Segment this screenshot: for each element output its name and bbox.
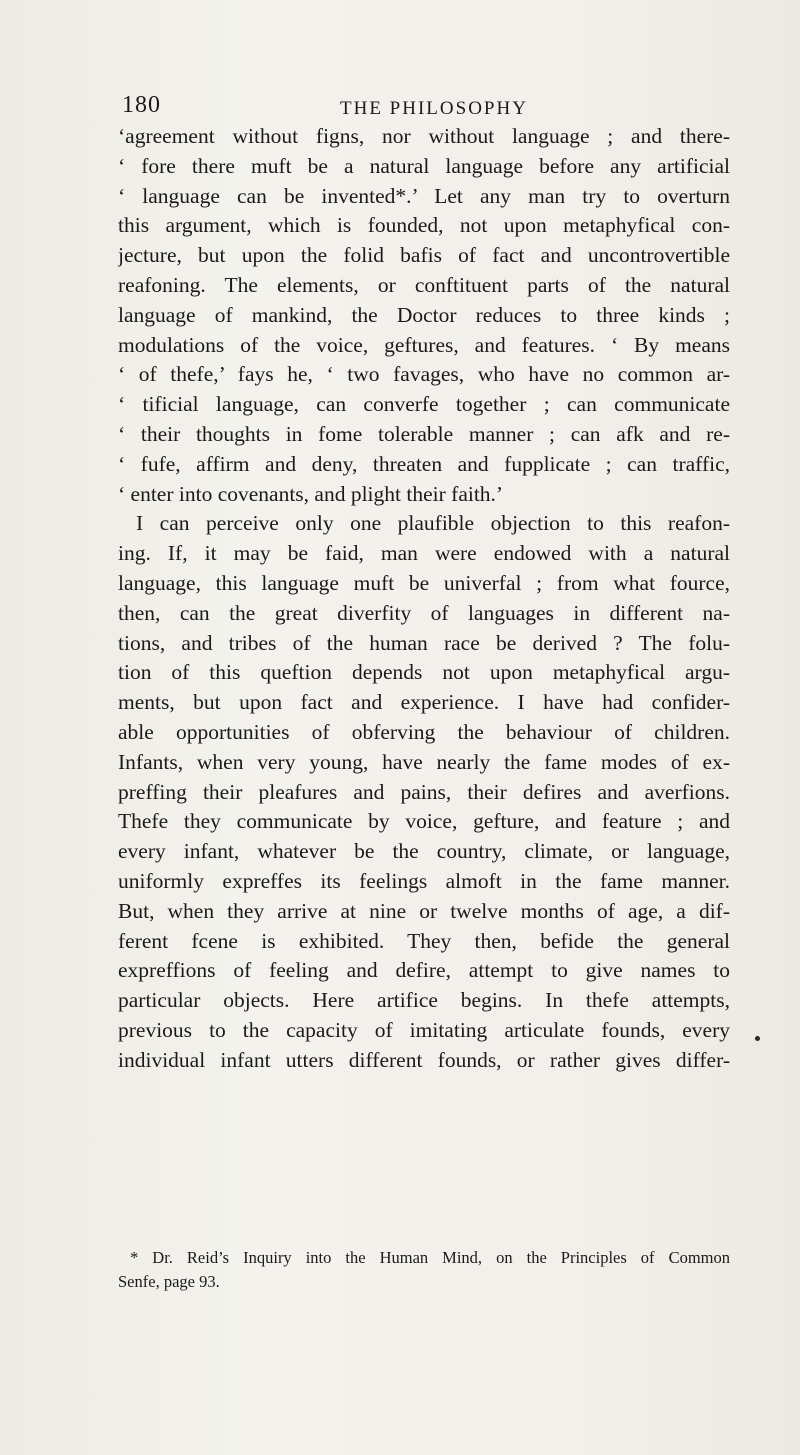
margin-mark	[755, 1036, 760, 1041]
footnote	[118, 1246, 730, 1294]
text-line: ‘ enter into covenants, and plight their faith.’	[118, 481, 504, 506]
text-line: this argument, which is founded, not upon metaphyfical con-	[118, 213, 730, 238]
text-line: expreffions of feeling and defire, attempt to give names to	[118, 958, 730, 983]
text-line: ‘ tificial language, can converfe together ; can communicate	[118, 392, 730, 417]
text-line: ‘ of thefe,’ fays he, ‘ two favages, who have no common ar-	[118, 362, 730, 387]
text-line: Infants, when very young, have nearly the fame modes of ex-	[118, 749, 730, 774]
page-header	[122, 92, 722, 122]
text-line: ‘ language can be invented*.’ Let any man try to overturn	[118, 183, 730, 208]
text-line: language of mankind, the Doctor reduces to three kinds ;	[118, 302, 730, 327]
text-line: ‘agreement without figns, nor without language ; and there-	[118, 124, 730, 148]
text-line: ‘ fufe, affirm and deny, threaten and fupplicate ; can traffic,	[118, 451, 730, 476]
text-line: ‘ their thoughts in fome tolerable manner ; can afk and re-	[118, 421, 730, 446]
text-line: uniformly expreffes its feelings almoft in the fame manner.	[118, 868, 730, 893]
text-line: previous to the capacity of imitating articulate founds, every	[118, 1017, 730, 1042]
body-text	[118, 122, 730, 1076]
text-line: individual infant utters different founds, or rather gives differ-	[118, 1047, 730, 1072]
text-line: every infant, whatever be the country, climate, or language,	[118, 839, 730, 864]
text-line: I can perceive only one plaufible objection to this reafon-	[136, 511, 730, 536]
text-line: tion of this queftion depends not upon metaphyfical argu-	[118, 660, 730, 685]
page-number: 180	[122, 92, 161, 118]
text-line: Thefe they communicate by voice, gefture, and feature ; and	[118, 809, 730, 834]
text-line: ing. If, it may be faid, man were endowed with a natural	[118, 541, 730, 566]
text-line: But, when they arrive at nine or twelve months of age, a dif-	[118, 898, 730, 923]
text-line: able opportunities of obferving the behaviour of children.	[118, 719, 730, 744]
text-line: ferent fcene is exhibited. They then, befide the general	[118, 928, 730, 953]
text-line: reafoning. The elements, or conftituent parts of the natural	[118, 272, 730, 297]
text-line: ments, but upon fact and experience. I have had confider-	[118, 690, 730, 715]
text-line: jecture, but upon the folid bafis of fact and uncontrovertible	[118, 243, 730, 268]
text-line: language, this language muft be univerfal ; from what fource,	[118, 570, 730, 595]
running-title: THE PHILOSOPHY	[340, 98, 528, 119]
footnote-line: Senfe, page 93.	[118, 1272, 220, 1291]
text-line: modulations of the voice, geftures, and features. ‘ By means	[118, 332, 730, 357]
text-line: preffing their pleafures and pains, their defires and averfions.	[118, 779, 730, 804]
text-line: tions, and tribes of the human race be derived ? The folu-	[118, 630, 730, 655]
footnote-line: * Dr. Reid’s Inquiry into the Human Mind, on the Principles of Common	[130, 1248, 730, 1267]
text-line: ‘ fore there muft be a natural language before any artificial	[118, 153, 730, 178]
text-line: then, can the great diverfity of languages in different na-	[118, 600, 730, 625]
text-line: particular objects. Here artifice begins. In thefe attempts,	[118, 988, 730, 1013]
